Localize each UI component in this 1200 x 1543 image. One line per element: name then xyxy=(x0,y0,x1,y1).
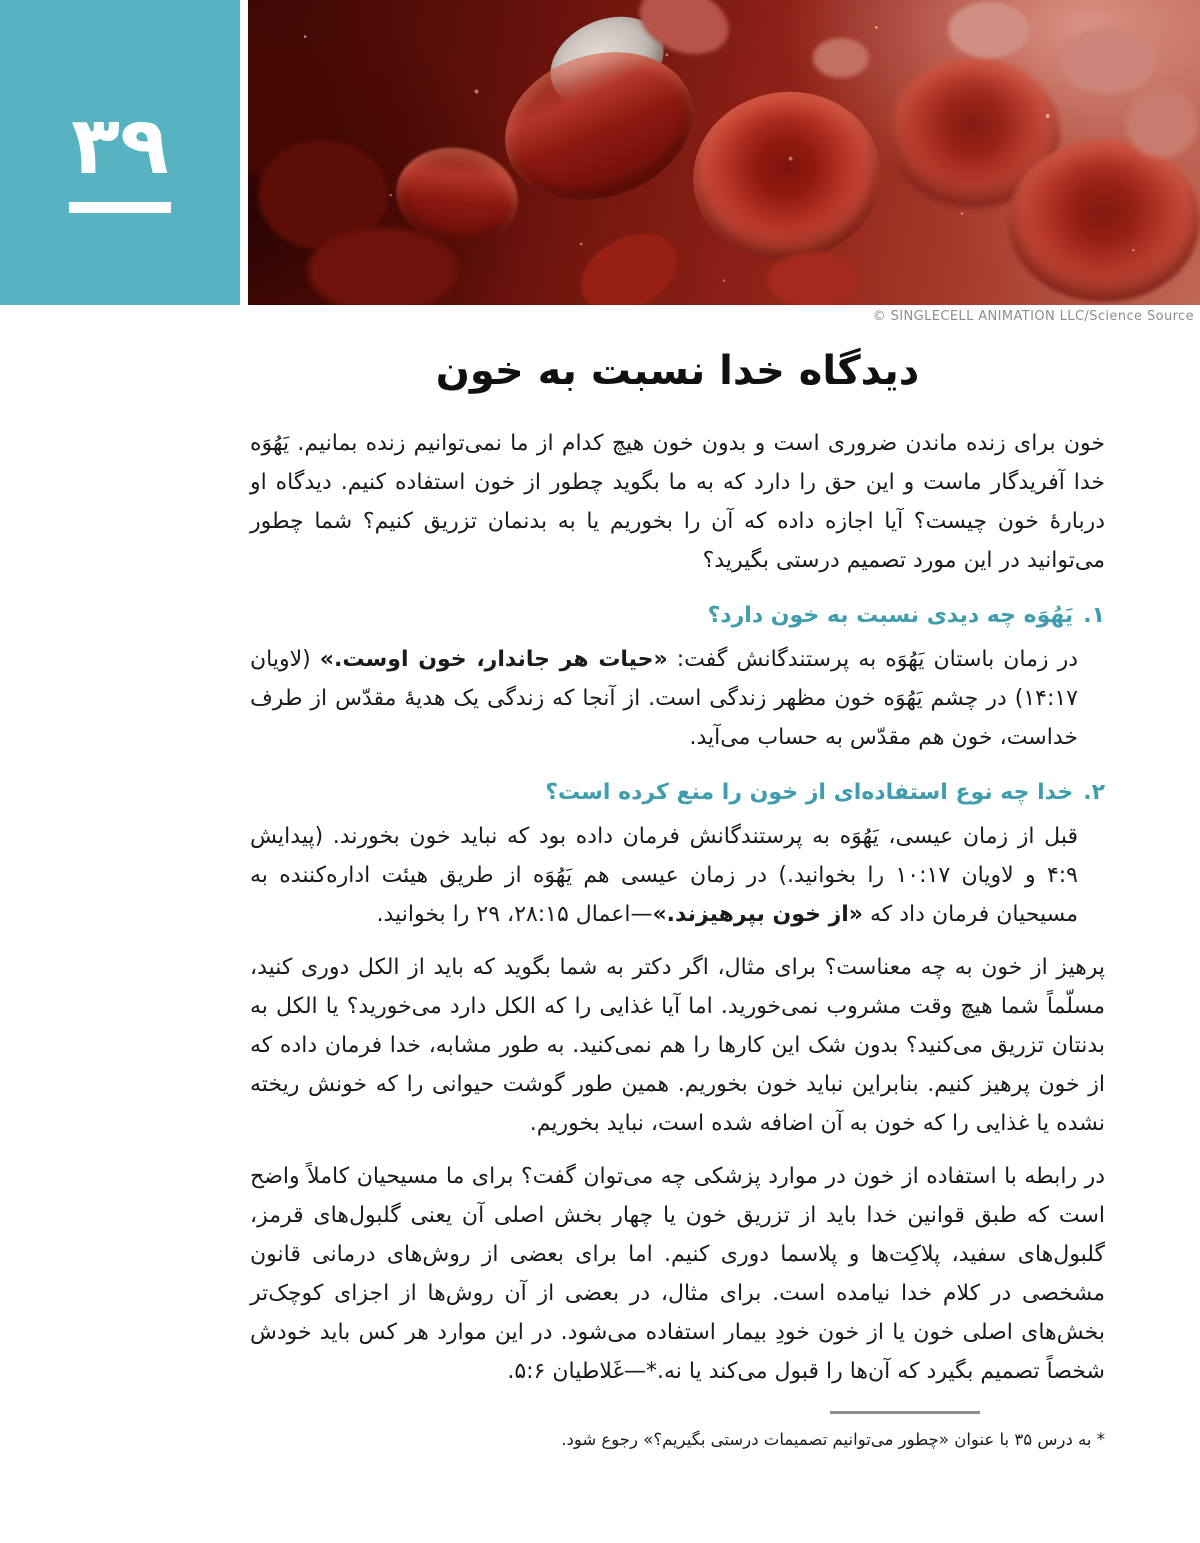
question-1-text: یَهُوَه چه دیدی نسبت به خون دارد؟ xyxy=(707,603,1074,628)
photo-credit: © SINGLECELL ANIMATION LLC/Science Source xyxy=(872,309,1194,324)
question-1-heading xyxy=(250,598,1105,634)
intro-paragraph: خون برای زنده ماندن ضروری است و بدون خون هیچ کدام از ما نمی‌توانیم زنده بمانیم. یَهُوَه خدا آفریدگار ماست و این حق را دارد که به ما بگوید چطور از خون استفاده کنیم. دیدگاه او دربارهٔ خون چیست؟ آیا اجازه داده که آن را بخوریم یا به بدنمان تزریق کنیم؟ شما چطور می‌توانید در این مورد تصمیم درستی بگیرید؟ xyxy=(250,431,1105,573)
footnote-separator xyxy=(830,1411,980,1414)
blood-cells-hero-image xyxy=(248,0,1200,305)
footnote-text: * به درس ۳۵ با عنوان «چطور می‌توانیم تصمیمات درستی بگیریم؟» رجوع شود. xyxy=(561,1430,1105,1449)
page-number-block xyxy=(0,0,240,305)
page-number-underline xyxy=(69,202,171,213)
answer-paragraph: در رابطه با استفاده از خون در موارد پزشکی چه می‌توان گفت؟ برای ما مسیحیان کاملاً واضح است که طبق قوانین خدا باید از تزریق خون یا چهار بخش اصلی آن یعنی گلبول‌های قرمز، گلبول‌های سفید، پلاکِت‌ها و پلاسما دوری کنیم. اما برای بعضی از روش‌های درمانی قانون مشخصی در کلام خدا نیامده است. برای مثال، در بعضی از آن روش‌ها از اجزای کوچک‌تر بخش‌های اصلی خون یا از خون خودِ بیمار استفاده می‌شود. در این موارد هر کس باید خودش شخصاً تصمیم بگیرد که آن‌ها را قبول می‌کند یا نه.*—غَلاطیان ۵:۶. xyxy=(250,1164,1105,1384)
answer-paragraph: قبل از زمان عیسی، یَهُوَه به پرستندگانش فرمان داده بود که نباید خون بخورند. (پیدایش ۴:۹ و لاویان ۱۰:۱۷ را بخوانید.) در زمان عیسی هم یَهُوَه از طریق هیئت اداره‌کننده به مسیحیان فرمان داد که «از خون بپرهیزند.»—اعمال ۲۸:۱۵، ۲۹ را بخوانید. xyxy=(250,824,1078,927)
question-section-1 xyxy=(250,598,1105,757)
lesson-content xyxy=(250,348,1105,1452)
answer-paragraph: در زمان باستان یَهُوَه به پرستندگانش گفت: «حیات هر جاندار، خون اوست.» (لاویان ۱۴:۱۷) در چشم یَهُوَه خون مظهر زندگی است. از آنجا که زندگی یک هدیهٔ مقدّس از طرف خداست، خون هم مقدّس به حساب می‌آید. xyxy=(250,647,1078,750)
plasma-particles xyxy=(248,0,1200,305)
lesson-title: دیدگاه خدا نسبت به خون xyxy=(435,348,920,394)
page-number: ۳۹ xyxy=(71,99,169,192)
question-2-number: ۲. xyxy=(1083,780,1105,805)
answer-paragraph: پرهیز از خون به چه معناست؟ برای مثال، اگر دکتر به شما بگوید که باید از الکل دوری کنید، مسلّماً شما هیچ وقت مشروب نمی‌خورید. اما آیا غذایی را که الکل دارد می‌خورید؟ یا الکل به بدنتان تزریق می‌کنید؟ بدون شک این کارها را هم نمی‌کنید. به طور مشابه، خدا فرمان داده که از خون پرهیز کنیم. بنابراین نباید خون بخوریم. همین طور گوشت حیوانی را که خونش ریخته نشده یا غذایی را که خون به آن اضافه شده است، نباید بخوریم. xyxy=(250,955,1105,1136)
question-1-number: ۱. xyxy=(1083,603,1105,628)
question-2-text: خدا چه نوع استفاده‌ای از خون را منع کرده است؟ xyxy=(545,780,1074,805)
question-section-2 xyxy=(250,775,1105,1391)
question-2-heading xyxy=(250,775,1105,811)
